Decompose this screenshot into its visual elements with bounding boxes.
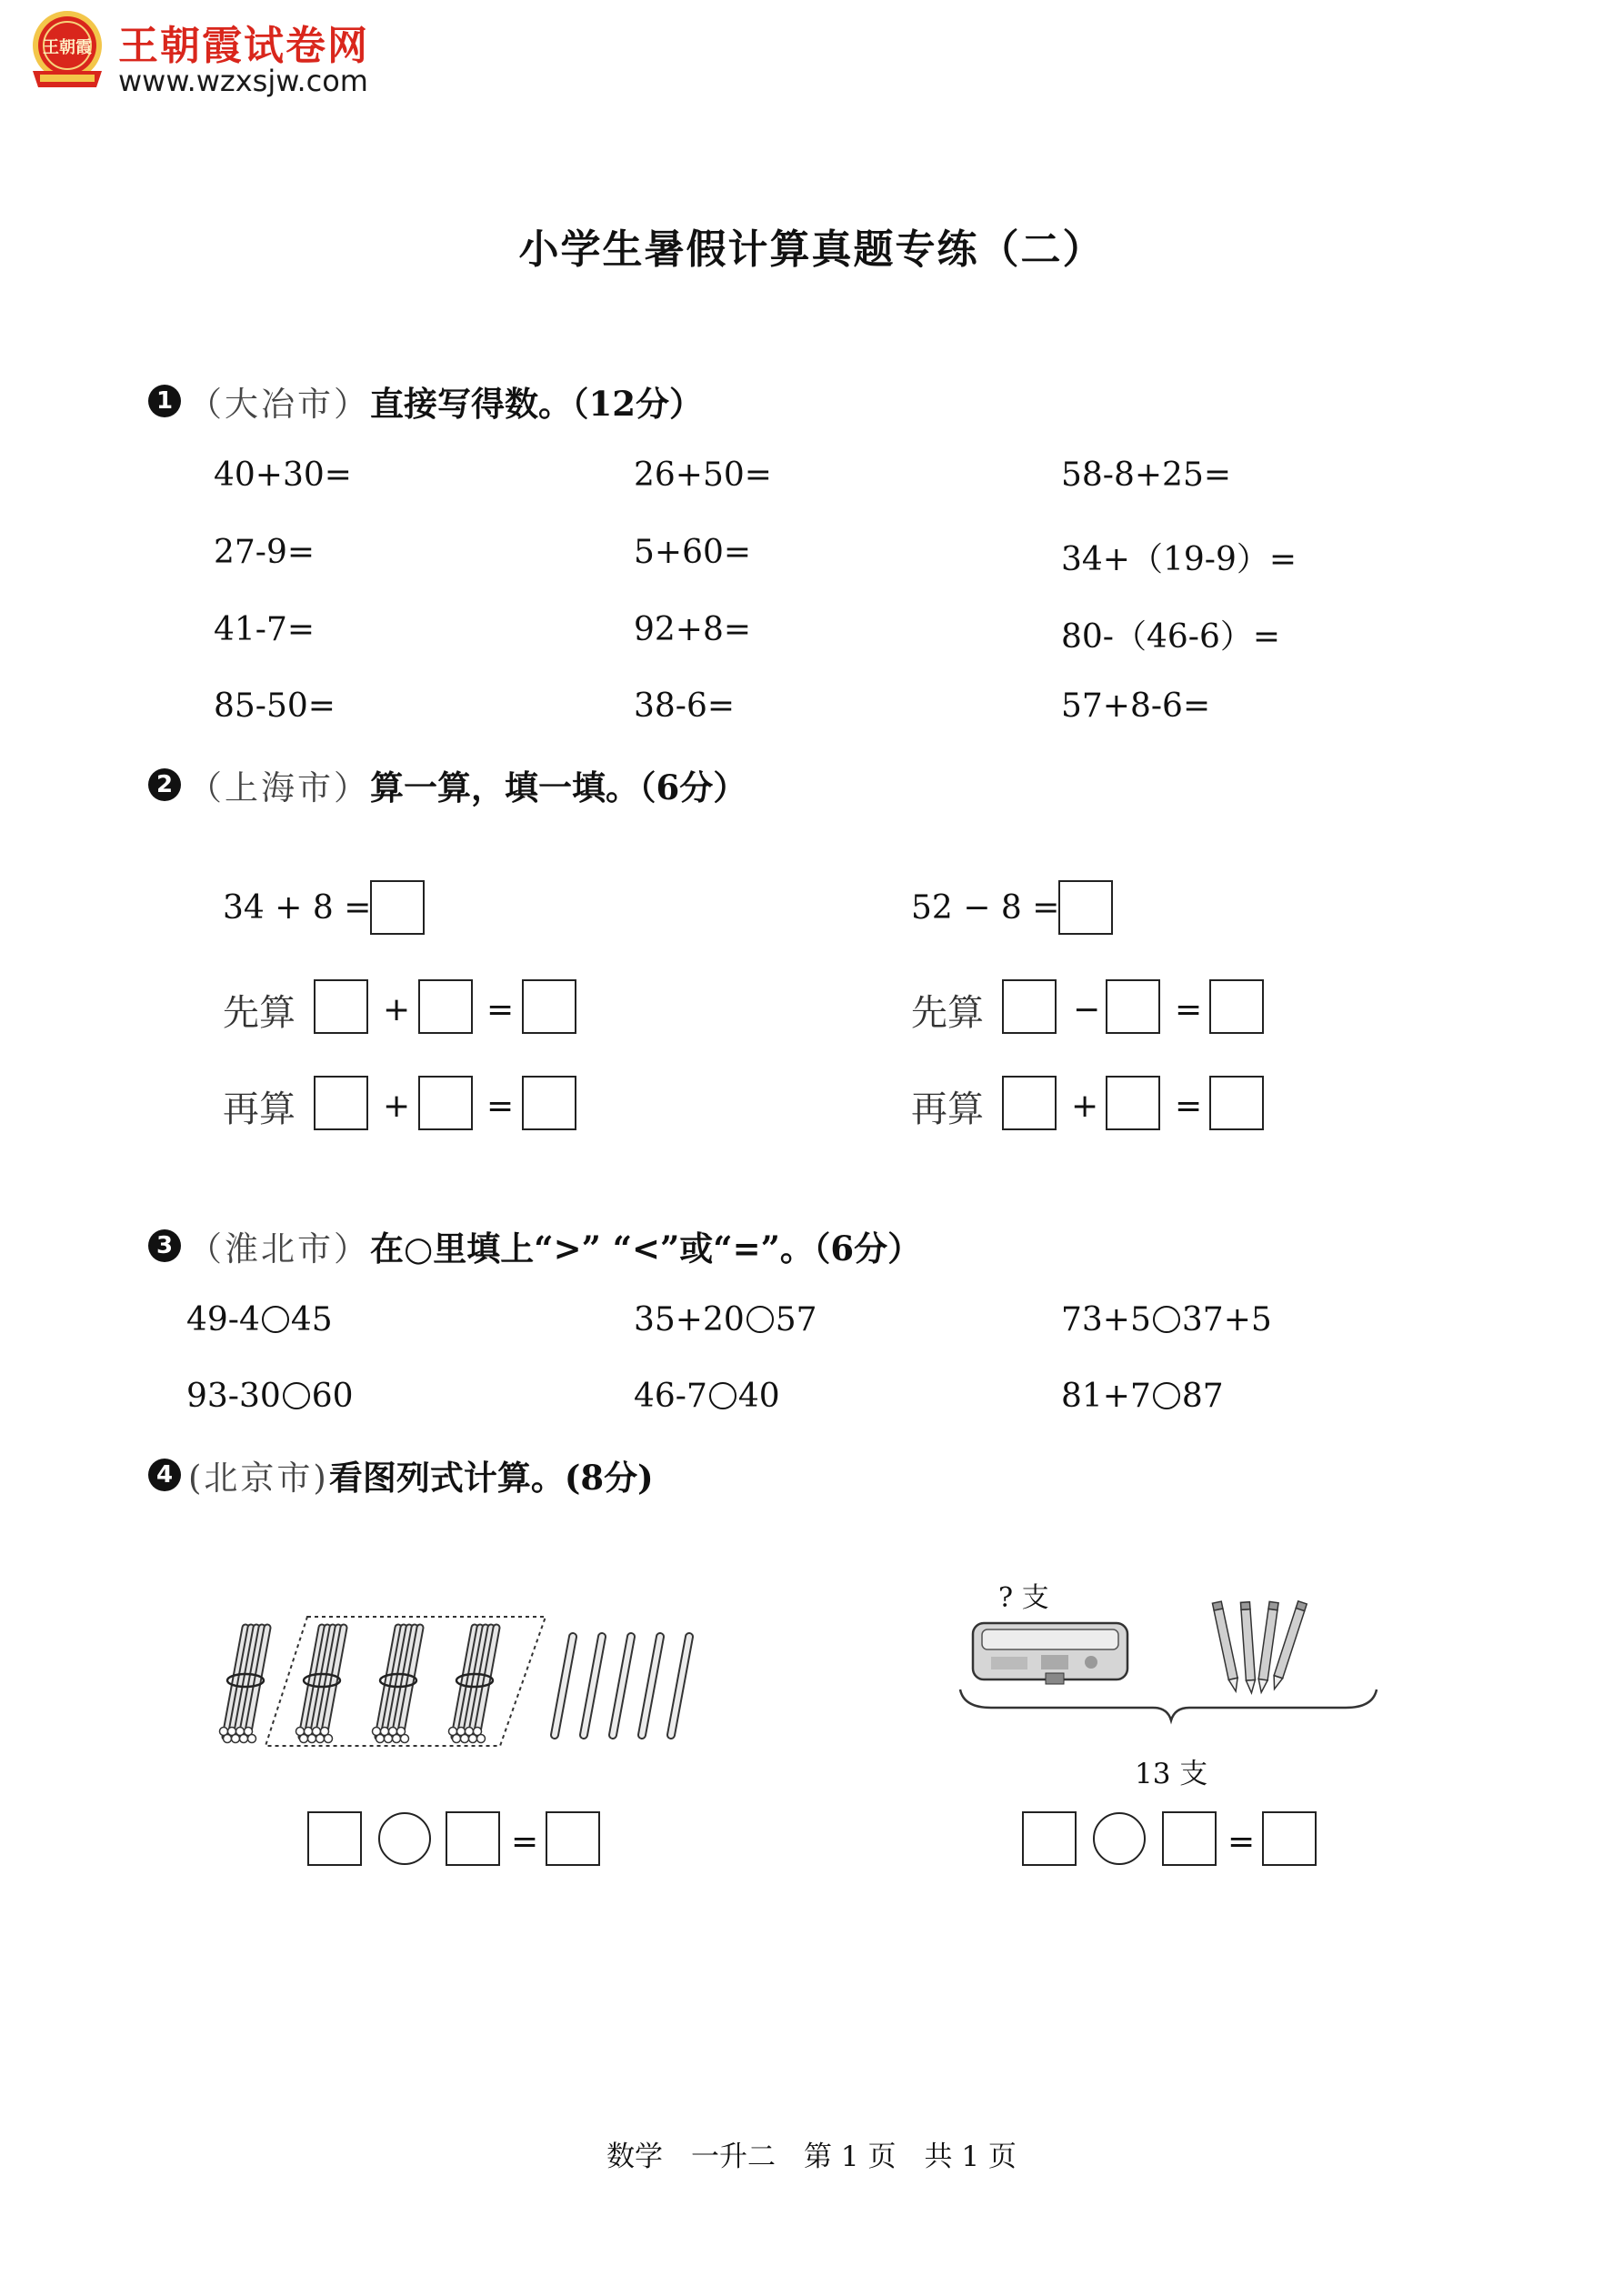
compare-circle[interactable]	[1153, 1382, 1180, 1409]
q3-left: 35+20	[634, 1301, 745, 1338]
q3-city: （淮北市）	[188, 1229, 370, 1268]
pencil-icon	[1240, 1602, 1256, 1693]
stick-bundle-icon	[220, 1628, 268, 1743]
single-stick-fill	[642, 1637, 660, 1735]
q3-item	[634, 1301, 817, 1338]
q4-text: 看图列式计算。(8分)	[328, 1458, 654, 1498]
q1-item: 34+（19-9）=	[1061, 541, 1297, 578]
q2-left-step1-box-a[interactable]	[314, 979, 368, 1034]
q1-item: 57+8-6=	[1061, 687, 1211, 725]
brand-name: 王朝霞试卷网	[118, 23, 369, 69]
sticks-illustration	[209, 1609, 700, 1755]
compare-circle[interactable]	[709, 1382, 736, 1409]
q2-right-step1-label: 先算	[911, 992, 984, 1034]
q3-right: 87	[1181, 1378, 1224, 1415]
compare-circle[interactable]	[746, 1306, 774, 1333]
q2-left-step1-result-box[interactable]	[522, 979, 576, 1034]
q2-right-step2-box-a[interactable]	[1002, 1076, 1057, 1130]
q1-item: 27-9=	[214, 534, 316, 571]
q3-right: 45	[290, 1301, 333, 1338]
q2-right-answer-box[interactable]	[1058, 880, 1113, 935]
q3-item	[186, 1301, 333, 1338]
compare-circle[interactable]	[262, 1306, 289, 1333]
q1-heading	[148, 376, 703, 426]
q2-right-step1-box-a[interactable]	[1002, 979, 1057, 1034]
stick-bundle-icon	[296, 1628, 345, 1743]
q3-right: 60	[311, 1378, 354, 1415]
q2-left-step1-operator: +	[383, 991, 411, 1028]
q3-left: 46-7	[634, 1378, 707, 1415]
q2-left-step2-box-a[interactable]	[314, 1076, 368, 1130]
stick-bundle-icon	[373, 1628, 421, 1743]
q1-item: 26+50=	[634, 456, 772, 494]
q3-item	[634, 1378, 780, 1415]
q4-left-result-box[interactable]	[546, 1811, 600, 1866]
q3-left: 49-4	[186, 1301, 260, 1338]
page-title: 小学生暑假计算真题专练（二）	[518, 226, 1105, 273]
unknown-quantity-label: ? 支	[998, 1582, 1049, 1614]
q1-text: 直接写得数。（12分）	[370, 384, 703, 424]
compare-circle[interactable]	[1153, 1306, 1180, 1333]
q1-item: 85-50=	[214, 687, 336, 725]
q2-right-step1-result-box[interactable]	[1209, 979, 1264, 1034]
q3-right: 57	[775, 1301, 817, 1338]
q3-left: 81+7	[1061, 1378, 1151, 1415]
q1-city: （大冶市）	[188, 385, 370, 424]
single-stick-fill	[584, 1637, 602, 1735]
q2-right-step2-result-box[interactable]	[1209, 1076, 1264, 1130]
single-stick-fill	[555, 1637, 573, 1735]
pencil-icon	[1212, 1601, 1240, 1692]
stick-bundle-icon	[449, 1628, 497, 1743]
total-brace	[960, 1689, 1377, 1720]
q4-left-box-a[interactable]	[307, 1811, 362, 1866]
q3-number-icon: 3	[148, 1229, 181, 1262]
q2-heading	[148, 760, 746, 809]
q2-right-step2-box-b[interactable]	[1106, 1076, 1160, 1130]
single-stick-fill	[671, 1637, 689, 1735]
q2-left-step1-box-b[interactable]	[418, 979, 473, 1034]
q3-left: 93-30	[186, 1378, 281, 1415]
q3-item	[1061, 1301, 1272, 1338]
q2-number-icon: 2	[148, 768, 181, 801]
q3-right: 40	[737, 1378, 780, 1415]
q1-number-icon: 1	[148, 385, 181, 417]
q1-item: 92+8=	[634, 611, 752, 648]
q3-left: 73+5	[1061, 1301, 1151, 1338]
q4-right-operator-circle[interactable]	[1093, 1812, 1146, 1865]
q1-item: 58-8+25=	[1061, 456, 1232, 494]
q4-left-operator-circle[interactable]	[378, 1812, 431, 1865]
q4-heading	[148, 1450, 654, 1499]
q4-right-equals: =	[1227, 1823, 1256, 1860]
q2-left-step1-label: 先算	[223, 992, 296, 1034]
q2-text: 算一算，填一填。（6分）	[370, 767, 747, 807]
logo-emblem-icon	[27, 7, 107, 96]
q1-item: 38-6=	[634, 687, 736, 725]
q2-left-answer-box[interactable]	[370, 880, 425, 935]
q2-left-step2-result-box[interactable]	[522, 1076, 576, 1130]
q2-left-step2-box-b[interactable]	[418, 1076, 473, 1130]
q4-left-equals: =	[511, 1823, 539, 1860]
logo-badge-text: 王朝霞	[43, 38, 92, 57]
pencil-case-icon	[973, 1623, 1127, 1684]
brand-url[interactable]: www.wzxsjw.com	[118, 64, 368, 98]
total-quantity-label: 13 支	[1135, 1758, 1208, 1790]
q3-heading	[148, 1221, 921, 1270]
q1-item: 41-7=	[214, 611, 316, 648]
q2-right-step2-operator: +	[1071, 1088, 1099, 1125]
q3-item	[186, 1378, 354, 1415]
q2-right-step2-equals: =	[1175, 1088, 1203, 1125]
q4-number-icon: 4	[148, 1459, 181, 1491]
q2-left-step2-label: 再算	[223, 1088, 296, 1130]
q3-text: 在○里填上“>” “<”或“=”。（6分）	[370, 1228, 922, 1268]
q2-right-expression: 52 − 8 =	[911, 889, 1060, 927]
q2-city: （上海市）	[188, 768, 370, 807]
q2-right-step1-operator: −	[1073, 991, 1101, 1028]
q3-item	[1061, 1378, 1224, 1415]
q2-left-step1-equals: =	[486, 991, 515, 1028]
q2-right-step1-box-b[interactable]	[1106, 979, 1160, 1034]
q4-right-result-box[interactable]	[1262, 1811, 1317, 1866]
q1-item: 5+60=	[634, 534, 752, 571]
q3-right: 37+5	[1181, 1301, 1272, 1338]
q4-right-box-a[interactable]	[1022, 1811, 1077, 1866]
q2-left-step2-operator: +	[383, 1088, 411, 1125]
single-stick-fill	[613, 1637, 631, 1735]
brand-logo	[27, 7, 107, 96]
q2-right-step2-label: 再算	[911, 1088, 984, 1130]
q4-city: (北京市)	[188, 1459, 329, 1498]
q4-right-box-b[interactable]	[1162, 1811, 1217, 1866]
q4-left-box-b[interactable]	[446, 1811, 500, 1866]
page-footer: 数学 一升二 第 1 页 共 1 页	[606, 2141, 1017, 2173]
q2-left-expression: 34 + 8 =	[223, 889, 372, 927]
q1-item: 40+30=	[214, 456, 352, 494]
q2-right-step1-equals: =	[1175, 991, 1203, 1028]
compare-circle[interactable]	[283, 1382, 310, 1409]
q1-item: 80-（46-6）=	[1061, 618, 1281, 656]
q2-left-step2-equals: =	[486, 1088, 515, 1125]
